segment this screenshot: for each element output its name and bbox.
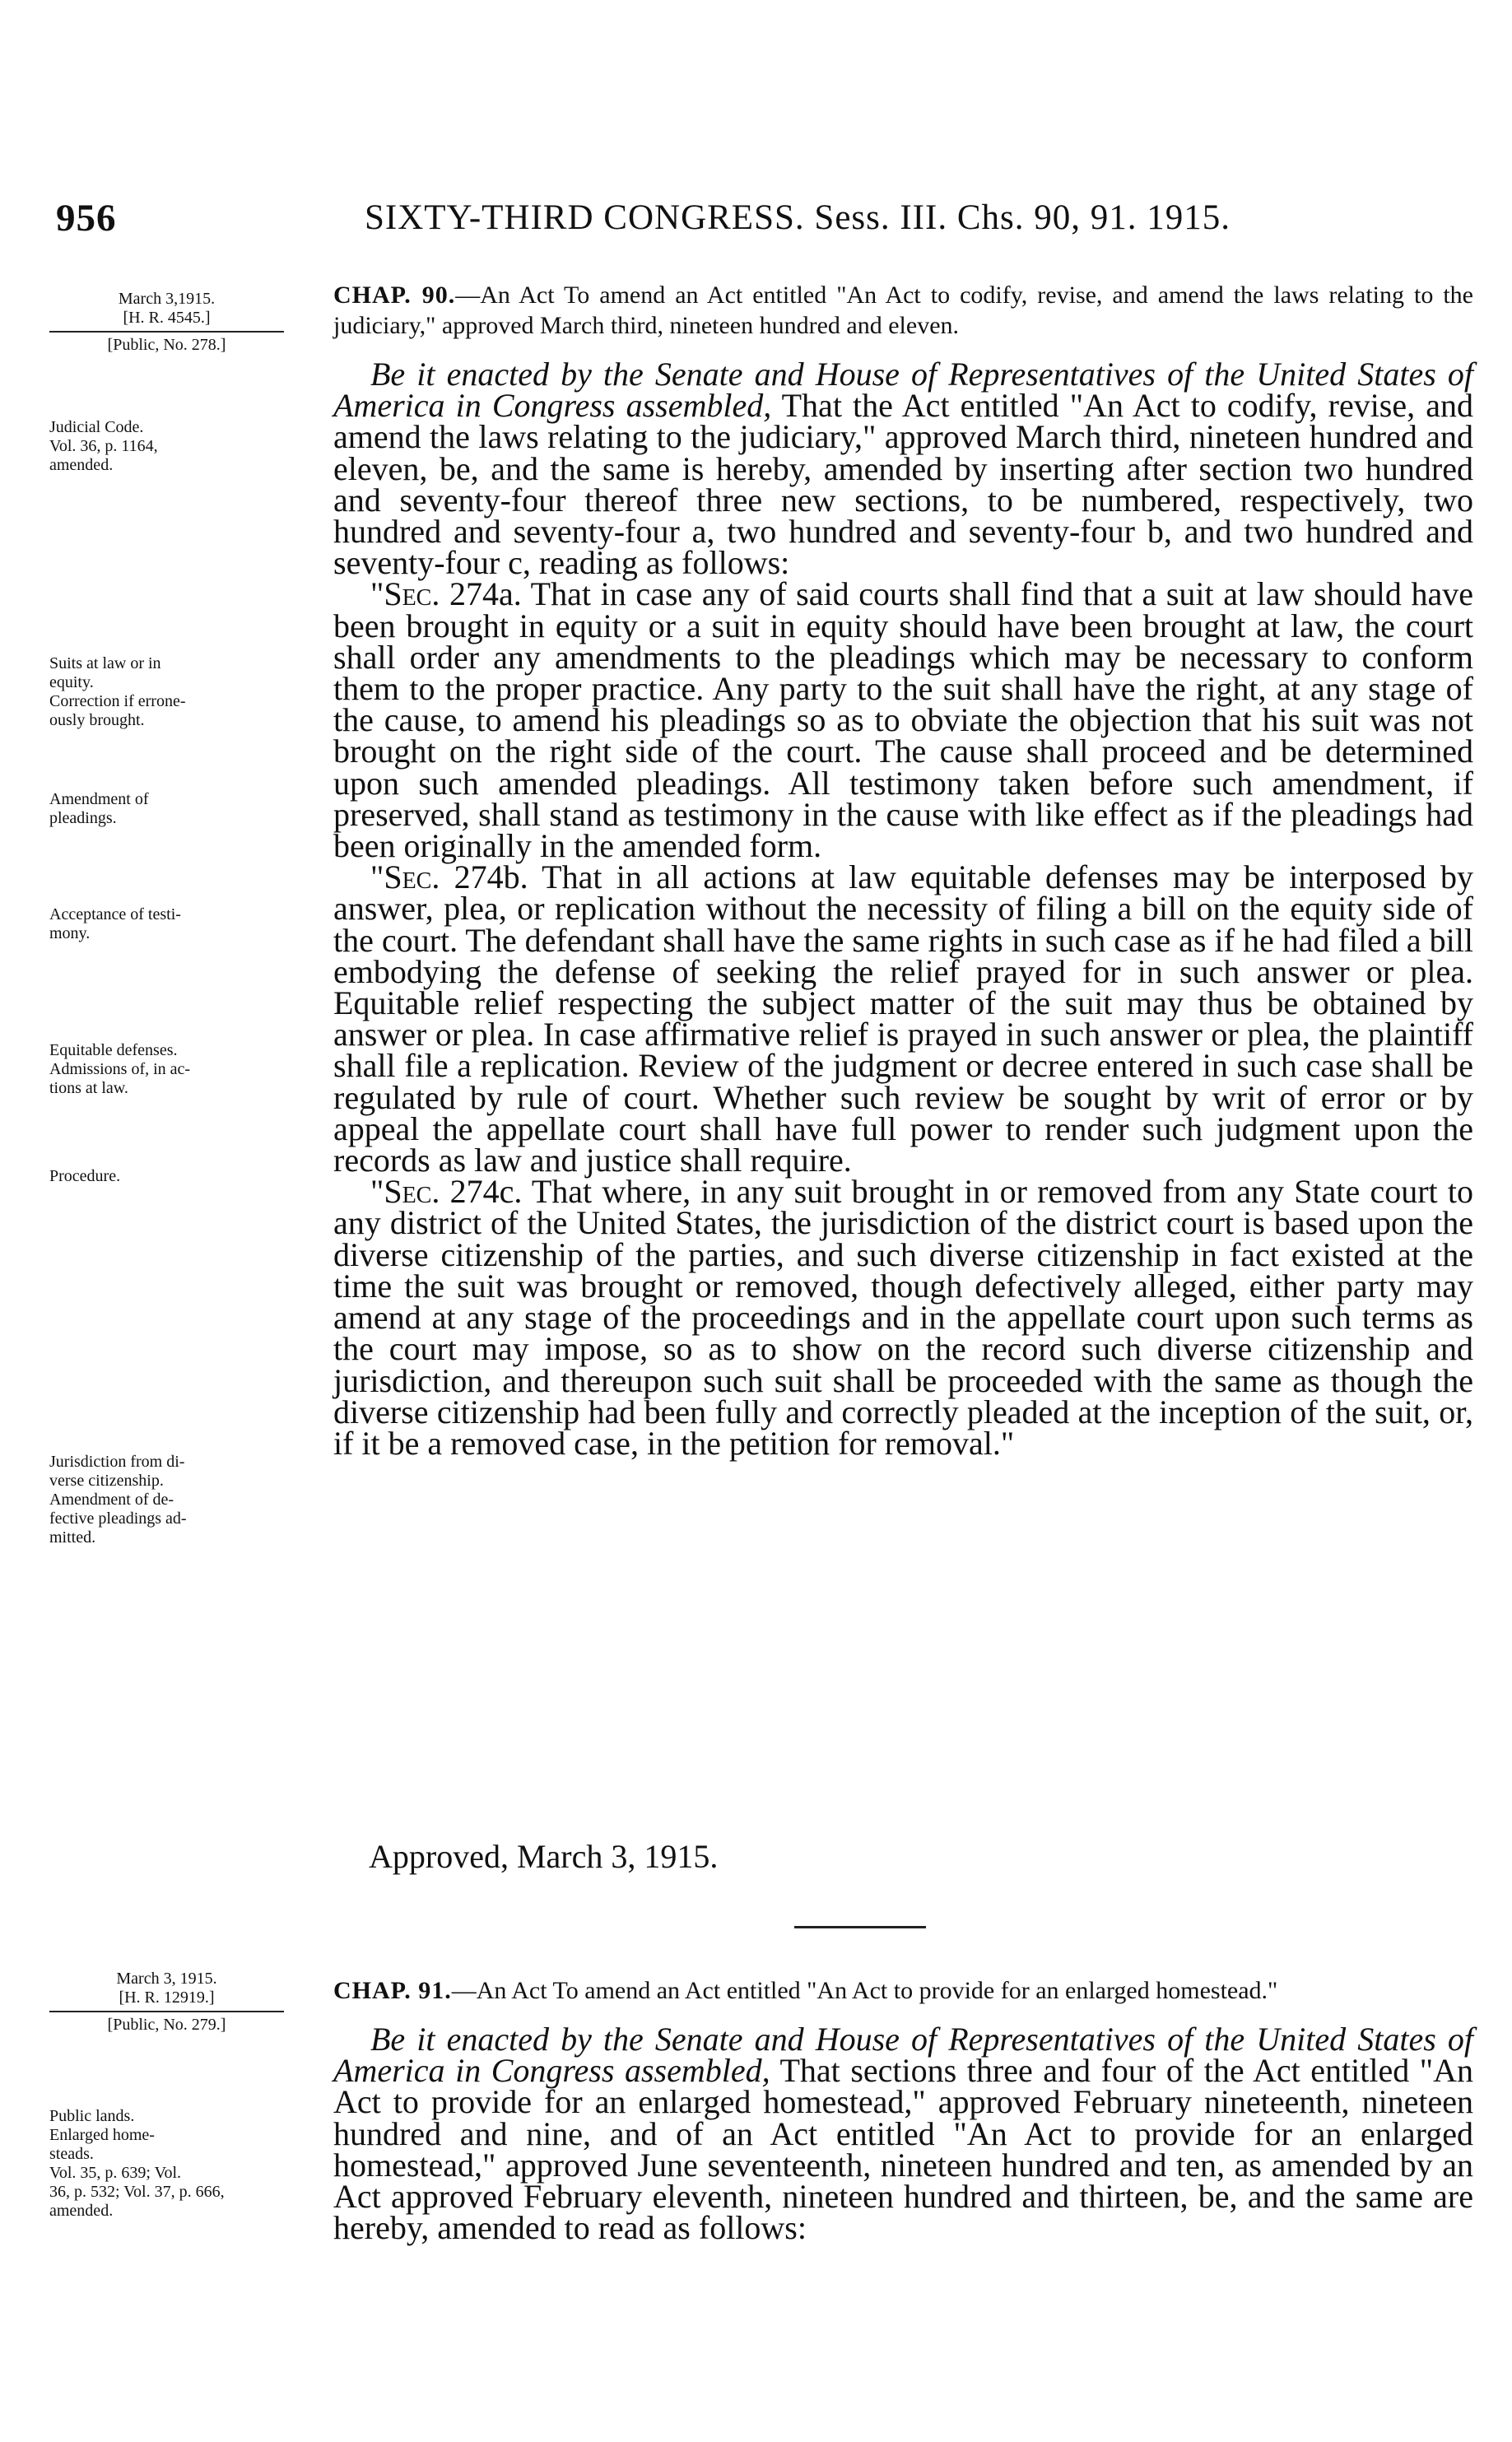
ch91-enacting — [333, 2021, 1474, 2247]
ch90-note-pleadings — [49, 790, 329, 828]
ch90-enacting-clause: Be it enacted by the Senate and House of Representatives of the United States of America in Congress assembled, — [333, 356, 1473, 425]
margin-note-line: Correction if errone- — [49, 692, 186, 710]
margin-note-line: Amendment of de- — [49, 1491, 174, 1509]
ch90-chap-label: CHAP. 90. — [333, 281, 456, 309]
ch90-bill: [H. R. 4545.] — [49, 309, 284, 333]
margin-note-line: Acceptance of testi- — [49, 905, 181, 923]
margin-note-line: Amendment of — [49, 790, 149, 808]
margin-note-line: Admissions of, in ac- — [49, 1060, 191, 1078]
margin-note-line: Vol. 35, p. 639; Vol. — [49, 2164, 182, 2182]
ch90-body — [333, 280, 1474, 1462]
margin-note-line: Suits at law or in — [49, 654, 161, 672]
ch91-para1: That sections three and four of the Act entitled "An Act to provide for an enlarged homestead," approved February nineteenth, nineteen hundred and nine, and of an Act entitled "An Act to provide for an enlarged homestead," approved June seventeenth, nineteen hundred and ten, as amended by an Act approved February eleventh, nineteen hundred and thirteen, be, and the same are hereby, amended to read as follows: — [333, 2052, 1474, 2247]
margin-note-line: 36, p. 532; Vol. 37, p. 666, — [49, 2183, 225, 2201]
margin-note-line: fective pleadings ad- — [49, 1509, 187, 1528]
margin-note-line: Equitable defenses. — [49, 1041, 178, 1059]
running-header — [56, 196, 1455, 245]
sec-text: 274c. That where, in any suit brought in or removed from any State court to any district of the United States, the jurisdiction of the district court is based upon the diverse citizenship of the parties, and such diverse citizenship in fact existed at the time the suit was brought or removed, though defectively alleged, either party may amend at any stage of the proceedings and in the appellate court upon such terms as the court may impose, so as to show on the record such diverse citizenship and jurisdiction, and thereupon such suit shall be proceeded with the same as though the diverse citizenship had been fully and correctly pleaded at the inception of the suit, or, if it be a removed case, in the petition for removal." — [333, 1173, 1474, 1462]
margin-note-line: mitted. — [49, 1528, 96, 1547]
ch90-date: March 3,1915. — [118, 290, 216, 308]
ch91-caption-text: —An Act To amend an Act entitled "An Act to provide for an enlarged homestead." — [451, 1977, 1278, 2004]
margin-note-line: Public lands. — [49, 2107, 135, 2125]
ch90-note-jurisdiction — [49, 1453, 329, 1547]
ch91-body — [333, 1975, 1474, 2247]
sec-text: 274a. That in case any of said courts shall find that a suit at law should have been brought in equity or a suit in equity should have been brought at law, the court shall order any amendments to the pleadings which may be necessary to conform them to the proper practice. Any party to the suit shall have the right, at any stage of the cause, to amend his pleadings so as to obviate the objection that his suit was not brought on the right side of the court. The cause shall proceed and be determined upon such amended pleadings. All testimony taken before such amendment, if preserved, shall stand as testimony in the cause with like effect as if the pleadings had been originally in the amended form. — [333, 575, 1473, 865]
margin-note-line: ously brought. — [49, 711, 145, 729]
margin-note-line: pleadings. — [49, 809, 117, 827]
ch91-bill: [H. R. 12919.] — [49, 1988, 284, 2012]
ch90-note-testimony — [49, 905, 329, 943]
margin-note-line: Judicial Code. — [49, 418, 144, 436]
ch91-chap-label: CHAP. 91. — [333, 1977, 452, 2004]
ch91-margin-header — [49, 1970, 329, 2035]
ch90-sec-274a — [333, 575, 1473, 865]
sec-label: "Sec. — [370, 858, 440, 896]
ch90-note-judicial-code — [49, 418, 329, 475]
ch91-date: March 3, 1915. — [116, 1970, 217, 1988]
margin-note-line: Procedure. — [49, 1167, 121, 1185]
ch91-enacting-clause: Be it enacted by the Senate and House of Representatives of the United States of America in Congress assembled, — [333, 2021, 1473, 2090]
sec-label: "Sec. — [370, 575, 440, 613]
ch90-caption-text: —An Act To amend an Act entitled "An Act to codify, revise, and amend the laws relating to the judiciary," approved March third, nineteen hundred and eleven. — [333, 281, 1473, 339]
ch90-caption — [333, 280, 1473, 341]
ch90-approved: Approved, March 3, 1915. — [369, 1838, 719, 1875]
ch91-public-law: [Public, No. 279.] — [107, 2016, 226, 2034]
ch90-note-suits — [49, 654, 329, 730]
margin-note-line: verse citizenship. — [49, 1472, 164, 1490]
ch90-para1: That the Act entitled "An Act to codify, revise, and amend the laws relating to the judiciary," approved March third, nineteen hundred and eleven, be, and the same is hereby, amended by inserting after section two hundred and seventy-four thereof three new sections, to be numbered, respectively, two hundred and seventy-four a, two hundred and seventy-four b, and two hundred and seventy-four c, reading as follows: — [333, 387, 1473, 582]
ch90-sec-274c — [333, 1173, 1474, 1462]
margin-note-line: equity. — [49, 673, 94, 691]
running-head: SIXTY-THIRD CONGRESS. Sess. III. Chs. 90, 91. 1915. — [365, 198, 1231, 237]
margin-note-line: Jurisdiction from di- — [49, 1453, 185, 1471]
ch90-enacting — [333, 356, 1473, 582]
margin-note-line: amended. — [49, 456, 114, 474]
margin-note-line: Enlarged home- — [49, 2126, 155, 2144]
ch91-note-public-lands — [49, 2107, 329, 2221]
margin-note-line: mony. — [49, 924, 91, 942]
ch90-note-equitable — [49, 1041, 329, 1098]
ch90-sec-274b — [333, 858, 1474, 1179]
margin-note-line: Vol. 36, p. 1164, — [49, 437, 158, 455]
sec-text: 274b. That in all actions at law equitable defenses may be interposed by answer, plea, or replication without the necessity of filing a bill on the equity side of the court. The defendant shall have the same rights in such case as if he had filed a bill embodying the defense of seeking the relief prayed for in such answer or plea. Equitable relief respecting the subject matter of the suit may thus be obtained by answer or plea. In case affirmative relief is prayed in such answer or plea, the plaintiff shall file a replication. Review of the judgment or decree entered in such case shall be regulated by rule of court. Whether such review be sought by writ of error or by appeal the appellate court shall have full power to render such judgment upon the records as law and justice shall require. — [333, 858, 1474, 1179]
ch90-public-law: [Public, No. 278.] — [107, 336, 226, 354]
ch90-note-procedure — [49, 1167, 329, 1186]
ch90-margin-header — [49, 290, 329, 355]
ch91-caption — [333, 1975, 1473, 2006]
margin-note-line: steads. — [49, 2145, 94, 2163]
margin-note-line: tions at law. — [49, 1079, 128, 1097]
section-divider — [794, 1926, 926, 1928]
margin-note-line: amended. — [49, 2202, 114, 2220]
page-number: 956 — [56, 197, 117, 240]
sec-label: "Sec. — [370, 1173, 440, 1211]
